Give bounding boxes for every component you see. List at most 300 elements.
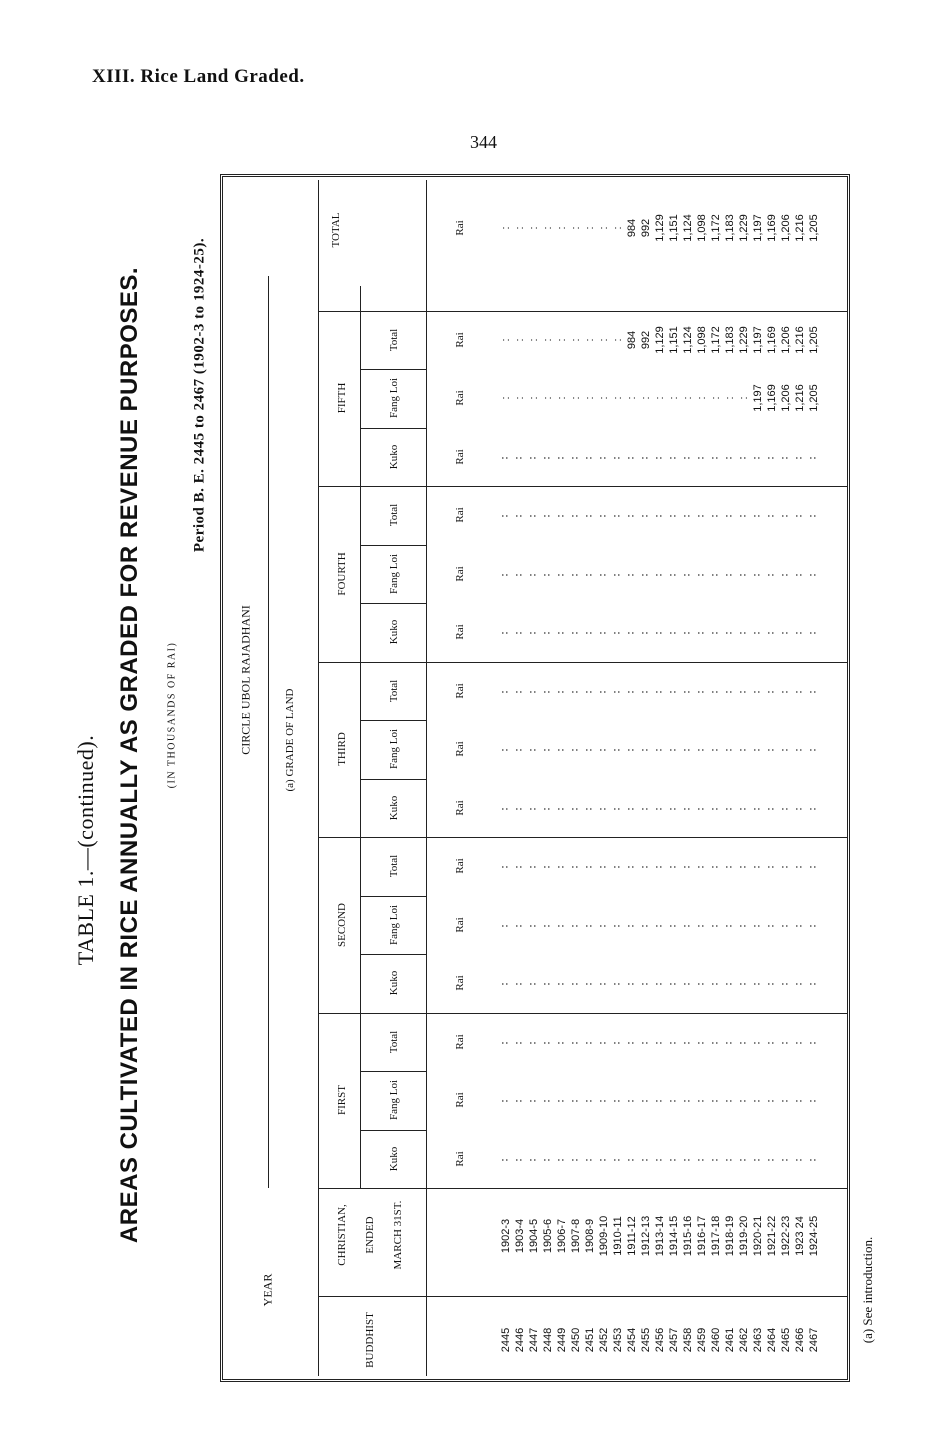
fifth-fang-loi-value: : — [612, 396, 624, 400]
grand-total-value: : — [528, 226, 540, 230]
empty-cell: : — [500, 978, 512, 988]
empty-cell: : — [668, 1037, 680, 1047]
empty-cell: : — [696, 861, 708, 871]
empty-cell: : — [626, 452, 638, 462]
fifth-fang-loi-value: : — [528, 396, 540, 400]
empty-cell: : — [696, 510, 708, 520]
total-header: TOTAL — [330, 212, 342, 248]
empty-cell: : — [682, 627, 694, 637]
empty-cell: : — [542, 569, 554, 579]
empty-cell: : — [500, 744, 512, 754]
empty-cell: : — [584, 978, 596, 988]
empty-cell: : — [780, 861, 792, 871]
empty-cell: : — [724, 627, 736, 637]
empty-cell: : — [766, 686, 778, 696]
empty-cell: : — [640, 1037, 652, 1047]
subcol-header-total: Total — [388, 328, 400, 352]
fifth-total-value: 1,151 — [668, 326, 680, 354]
empty-cell: : — [766, 1095, 778, 1105]
christian-year: 1915-16 — [682, 1215, 694, 1257]
buddhist-year: 2449 — [556, 1327, 568, 1353]
empty-cell: : — [654, 803, 666, 813]
empty-cell: : — [570, 627, 582, 637]
subcol-divider — [360, 1071, 426, 1072]
empty-cell: : — [738, 510, 750, 520]
christian-year: 1902-3 — [500, 1218, 512, 1254]
empty-cell: : — [668, 569, 680, 579]
empty-cell: : — [612, 803, 624, 813]
fifth-total-value: 1,216 — [794, 326, 806, 354]
empty-cell: : — [570, 861, 582, 871]
empty-cell: : — [808, 861, 820, 871]
empty-cell: : — [570, 569, 582, 579]
empty-cell: : — [584, 569, 596, 579]
empty-cell: : — [626, 569, 638, 579]
empty-cell: : — [738, 452, 750, 462]
empty-cell: : — [766, 978, 778, 988]
unit-label: Rai — [454, 800, 466, 816]
empty-cell: : — [668, 627, 680, 637]
fifth-fang-loi-value: : — [584, 396, 596, 400]
empty-cell: : — [794, 452, 806, 462]
empty-cell: : — [654, 627, 666, 637]
fifth-total-value: : — [598, 338, 610, 342]
subcol-header-fang-loi: Fang Loi — [388, 904, 400, 946]
empty-cell: : — [766, 803, 778, 813]
empty-cell: : — [612, 627, 624, 637]
fifth-fang-loi-value: : — [640, 396, 652, 400]
table-title: TABLE 1.—(continued). — [73, 734, 98, 966]
christian-year: 1905-6 — [542, 1218, 554, 1254]
buddhist-year: 2453 — [612, 1327, 624, 1353]
subcol-divider — [360, 1130, 426, 1131]
empty-cell: : — [500, 1154, 512, 1164]
empty-cell: : — [500, 569, 512, 579]
footnote: (a) See introduction. — [860, 1236, 875, 1344]
empty-cell: : — [696, 1095, 708, 1105]
empty-cell: : — [780, 1037, 792, 1047]
empty-cell: : — [752, 627, 764, 637]
empty-cell: : — [682, 686, 694, 696]
empty-cell: : — [808, 569, 820, 579]
empty-cell: : — [752, 510, 764, 520]
empty-cell: : — [794, 803, 806, 813]
empty-cell: : — [626, 1095, 638, 1105]
fifth-fang-loi-value: : — [570, 396, 582, 400]
empty-cell: : — [584, 803, 596, 813]
christian-year: 1924-25 — [808, 1215, 820, 1257]
empty-cell: : — [780, 803, 792, 813]
empty-cell: : — [514, 978, 526, 988]
empty-cell: : — [514, 569, 526, 579]
empty-cell: : — [710, 744, 722, 754]
empty-cell: : — [696, 569, 708, 579]
grade-divider — [318, 311, 848, 312]
empty-cell: : — [598, 510, 610, 520]
empty-cell: : — [570, 686, 582, 696]
empty-cell: : — [724, 1095, 736, 1105]
buddhist-year: 2467 — [808, 1327, 820, 1353]
christian-header-line3: MARCH 31ST. — [392, 1200, 404, 1270]
empty-cell: : — [724, 861, 736, 871]
empty-cell: : — [654, 1154, 666, 1164]
empty-cell: : — [542, 1095, 554, 1105]
empty-cell: : — [808, 1095, 820, 1105]
empty-cell: : — [542, 861, 554, 871]
empty-cell: : — [668, 744, 680, 754]
subcol-header-kuko: Kuko — [388, 795, 400, 821]
grade-header-fifth: FIFTH — [336, 382, 348, 414]
empty-cell: : — [808, 452, 820, 462]
empty-cell: : — [654, 920, 666, 930]
empty-cell: : — [542, 1154, 554, 1164]
page-number: 344 — [470, 132, 497, 152]
empty-cell: : — [542, 627, 554, 637]
fifth-total-value: : — [570, 338, 582, 342]
empty-cell: : — [514, 627, 526, 637]
fifth-total-value: : — [612, 338, 624, 342]
grand-total-value: 1,216 — [794, 214, 806, 242]
unit-label: Rai — [454, 1092, 466, 1108]
empty-cell: : — [794, 861, 806, 871]
empty-cell: : — [766, 920, 778, 930]
fifth-fang-loi-value: 1,206 — [780, 384, 792, 412]
empty-cell: : — [724, 569, 736, 579]
empty-cell: : — [598, 920, 610, 930]
empty-cell: : — [668, 920, 680, 930]
empty-cell: : — [696, 920, 708, 930]
fifth-fang-loi-value: : — [598, 396, 610, 400]
empty-cell: : — [808, 627, 820, 637]
fifth-total-value: : — [556, 338, 568, 342]
empty-cell: : — [724, 744, 736, 754]
empty-cell: : — [514, 1154, 526, 1164]
grand-total-value: 1,183 — [724, 214, 736, 242]
empty-cell: : — [514, 686, 526, 696]
empty-cell: : — [752, 452, 764, 462]
fifth-total-value: 1,183 — [724, 326, 736, 354]
christian-year: 1920-21 — [752, 1215, 764, 1257]
grand-total-value: : — [584, 226, 596, 230]
fifth-total-value: 1,206 — [780, 326, 792, 354]
buddhist-year: 2447 — [528, 1327, 540, 1353]
empty-cell: : — [584, 744, 596, 754]
empty-cell: : — [654, 569, 666, 579]
empty-cell: : — [626, 510, 638, 520]
empty-cell: : — [556, 803, 568, 813]
subcol-header-total: Total — [388, 679, 400, 703]
buddhist-year: 2459 — [696, 1327, 708, 1353]
empty-cell: : — [584, 1095, 596, 1105]
empty-cell: : — [640, 510, 652, 520]
grade-divider — [318, 662, 848, 663]
buddhist-year: 2448 — [542, 1327, 554, 1353]
empty-cell: : — [710, 978, 722, 988]
empty-cell: : — [528, 920, 540, 930]
empty-cell: : — [752, 1154, 764, 1164]
empty-cell: : — [626, 920, 638, 930]
empty-cell: : — [696, 686, 708, 696]
grand-total-value: : — [556, 226, 568, 230]
empty-cell: : — [584, 686, 596, 696]
empty-cell: : — [598, 744, 610, 754]
subcol-header-kuko: Kuko — [388, 619, 400, 645]
empty-cell: : — [724, 1154, 736, 1164]
empty-cell: : — [514, 803, 526, 813]
empty-cell: : — [696, 803, 708, 813]
empty-cell: : — [668, 686, 680, 696]
empty-cell: : — [556, 1095, 568, 1105]
empty-cell: : — [710, 1095, 722, 1105]
empty-cell: : — [514, 1037, 526, 1047]
empty-cell: : — [528, 1095, 540, 1105]
empty-cell: : — [710, 920, 722, 930]
empty-cell: : — [584, 1154, 596, 1164]
unit-label: Rai — [454, 332, 466, 348]
empty-cell: : — [598, 452, 610, 462]
christian-year: 1916-17 — [696, 1215, 708, 1257]
unit-label: Rai — [454, 449, 466, 465]
empty-cell: : — [584, 861, 596, 871]
grand-total-value: 1,205 — [808, 214, 820, 242]
empty-cell: : — [570, 978, 582, 988]
empty-cell: : — [570, 803, 582, 813]
empty-cell: : — [640, 861, 652, 871]
fifth-fang-loi-value: : — [724, 396, 736, 400]
empty-cell: : — [794, 978, 806, 988]
subcol-header-kuko: Kuko — [388, 1146, 400, 1172]
empty-cell: : — [682, 744, 694, 754]
empty-cell: : — [528, 569, 540, 579]
empty-cell: : — [752, 569, 764, 579]
empty-cell: : — [696, 978, 708, 988]
empty-cell: : — [556, 510, 568, 520]
fifth-total-value: 1,197 — [752, 326, 764, 354]
empty-cell: : — [654, 452, 666, 462]
fifth-total-value: 1,229 — [738, 326, 750, 354]
fifth-total-value: 1,098 — [696, 326, 708, 354]
unit-label: Rai — [454, 507, 466, 523]
empty-cell: : — [640, 569, 652, 579]
empty-cell: : — [654, 978, 666, 988]
empty-cell: : — [738, 1154, 750, 1164]
empty-cell: : — [696, 1037, 708, 1047]
empty-cell: : — [556, 627, 568, 637]
buddhist-year: 2465 — [780, 1327, 792, 1353]
fifth-fang-loi-value: : — [738, 396, 750, 400]
fifth-fang-loi-value: : — [500, 396, 512, 400]
empty-cell: : — [724, 803, 736, 813]
empty-cell: : — [542, 744, 554, 754]
empty-cell: : — [514, 452, 526, 462]
empty-cell: : — [528, 861, 540, 871]
empty-cell: : — [570, 1095, 582, 1105]
christian-year: 1913-14 — [654, 1215, 666, 1257]
empty-cell: : — [738, 803, 750, 813]
empty-cell: : — [766, 1154, 778, 1164]
empty-cell: : — [654, 1037, 666, 1047]
empty-cell: : — [780, 452, 792, 462]
empty-cell: : — [528, 1154, 540, 1164]
empty-cell: : — [654, 510, 666, 520]
empty-cell: : — [556, 920, 568, 930]
christian-year: 1910-11 — [612, 1216, 624, 1256]
grade-header-third: THIRD — [336, 732, 348, 766]
christian-year: 1918-19 — [724, 1215, 736, 1257]
christian-year: 1921-22 — [766, 1215, 778, 1257]
empty-cell: : — [612, 686, 624, 696]
fifth-fang-loi-value: 1,169 — [766, 384, 778, 412]
empty-cell: : — [780, 920, 792, 930]
empty-cell: : — [668, 803, 680, 813]
empty-cell: : — [570, 1154, 582, 1164]
empty-cell: : — [808, 920, 820, 930]
empty-cell: : — [612, 452, 624, 462]
fifth-fang-loi-value: 1,197 — [752, 384, 764, 412]
christian-year: 1909-10 — [598, 1215, 610, 1257]
christian-year: 1906-7 — [556, 1218, 568, 1254]
fifth-fang-loi-value: : — [654, 396, 666, 400]
grade-name-divider — [360, 286, 361, 1188]
empty-cell: : — [766, 452, 778, 462]
empty-cell: : — [500, 627, 512, 637]
empty-cell: : — [556, 861, 568, 871]
empty-cell: : — [738, 1095, 750, 1105]
empty-cell: : — [626, 861, 638, 871]
empty-cell: : — [626, 803, 638, 813]
grand-total-value: 1,206 — [780, 214, 792, 242]
empty-cell: : — [654, 1095, 666, 1105]
christian-year: 1919-20 — [738, 1215, 750, 1257]
empty-cell: : — [612, 1154, 624, 1164]
christian-year: 1904-5 — [528, 1218, 540, 1254]
unit-label: Rai — [454, 858, 466, 874]
subcol-divider — [360, 896, 426, 897]
christian-year: 1908-9 — [584, 1218, 596, 1254]
empty-cell: : — [640, 452, 652, 462]
fifth-total-value: : — [514, 338, 526, 342]
empty-cell: : — [682, 569, 694, 579]
empty-cell: : — [626, 1037, 638, 1047]
subcol-header-total: Total — [388, 1030, 400, 1054]
empty-cell: : — [626, 744, 638, 754]
grade-divider — [318, 1013, 848, 1014]
empty-cell: : — [598, 569, 610, 579]
table-subtitle: AREAS CULTIVATED IN RICE ANNUALLY AS GRADED FOR REVENUE PURPOSES. — [116, 266, 143, 1244]
empty-cell: : — [724, 920, 736, 930]
grade-header: (a) GRADE OF LAND — [284, 688, 296, 792]
empty-cell: : — [500, 510, 512, 520]
buddhist-year: 2454 — [626, 1327, 638, 1353]
fifth-total-value: : — [500, 338, 512, 342]
subcol-header-total: Total — [388, 854, 400, 878]
empty-cell: : — [542, 920, 554, 930]
fifth-fang-loi-value: 1,216 — [794, 384, 806, 412]
empty-cell: : — [514, 510, 526, 520]
empty-cell: : — [584, 1037, 596, 1047]
empty-cell: : — [794, 1037, 806, 1047]
empty-cell: : — [640, 1095, 652, 1105]
grand-total-value: 984 — [626, 218, 638, 238]
christian-year: 1923 24 — [794, 1216, 806, 1256]
subcol-header-fang-loi: Fang Loi — [388, 553, 400, 595]
christian-year: 1917-18 — [710, 1215, 722, 1257]
buddhist-year: 2463 — [752, 1327, 764, 1353]
empty-cell: : — [640, 627, 652, 637]
empty-cell: : — [556, 686, 568, 696]
empty-cell: : — [752, 920, 764, 930]
fifth-total-value: 1,129 — [654, 326, 666, 354]
empty-cell: : — [570, 452, 582, 462]
christian-year: 1903-4 — [514, 1218, 526, 1254]
empty-cell: : — [710, 452, 722, 462]
section-header: XIII. Rice Land Graded. — [92, 66, 305, 87]
subcol-divider — [360, 369, 426, 370]
empty-cell: : — [780, 744, 792, 754]
grand-total-value: : — [500, 226, 512, 230]
fifth-total-value: : — [528, 338, 540, 342]
buddhist-year: 2456 — [654, 1327, 666, 1353]
empty-cell: : — [794, 510, 806, 520]
christian-year: 1914-15 — [668, 1215, 680, 1257]
subcol-header-kuko: Kuko — [388, 970, 400, 996]
empty-cell: : — [640, 1154, 652, 1164]
fifth-fang-loi-value: : — [514, 396, 526, 400]
fifth-fang-loi-value: : — [710, 396, 722, 400]
empty-cell: : — [612, 569, 624, 579]
empty-cell: : — [570, 744, 582, 754]
empty-cell: : — [640, 803, 652, 813]
empty-cell: : — [794, 569, 806, 579]
empty-cell: : — [752, 978, 764, 988]
fifth-total-value: 1,205 — [808, 326, 820, 354]
unit-label: Rai — [454, 741, 466, 757]
grand-total-value: : — [514, 226, 526, 230]
empty-cell: : — [584, 627, 596, 637]
subcol-divider — [360, 428, 426, 429]
fifth-fang-loi-value: 1,205 — [808, 384, 820, 412]
empty-cell: : — [738, 861, 750, 871]
unit-label: Rai — [454, 566, 466, 582]
subcol-header-kuko: Kuko — [388, 444, 400, 470]
empty-cell: : — [500, 861, 512, 871]
christian-year: 1907-8 — [570, 1218, 582, 1254]
unit-label: Rai — [454, 390, 466, 406]
grade-divider — [318, 837, 848, 838]
empty-cell: : — [528, 744, 540, 754]
empty-cell: : — [640, 686, 652, 696]
empty-cell: : — [598, 1154, 610, 1164]
empty-cell: : — [738, 569, 750, 579]
empty-cell: : — [780, 686, 792, 696]
subcol-header-total: Total — [388, 503, 400, 527]
empty-cell: : — [654, 861, 666, 871]
grand-total-value: : — [570, 226, 582, 230]
empty-cell: : — [738, 978, 750, 988]
empty-cell: : — [766, 1037, 778, 1047]
empty-cell: : — [626, 1154, 638, 1164]
buddhist-header: BUDDHIST — [364, 1312, 376, 1368]
empty-cell: : — [528, 803, 540, 813]
buddhist-year: 2451 — [584, 1327, 596, 1353]
buddhist-year: 2461 — [724, 1327, 736, 1353]
subcol-header-fang-loi: Fang Loi — [388, 377, 400, 419]
empty-cell: : — [682, 978, 694, 988]
empty-cell: : — [710, 861, 722, 871]
unit-label: Rai — [454, 1151, 466, 1167]
grand-total-value: 1,098 — [696, 214, 708, 242]
empty-cell: : — [724, 510, 736, 520]
